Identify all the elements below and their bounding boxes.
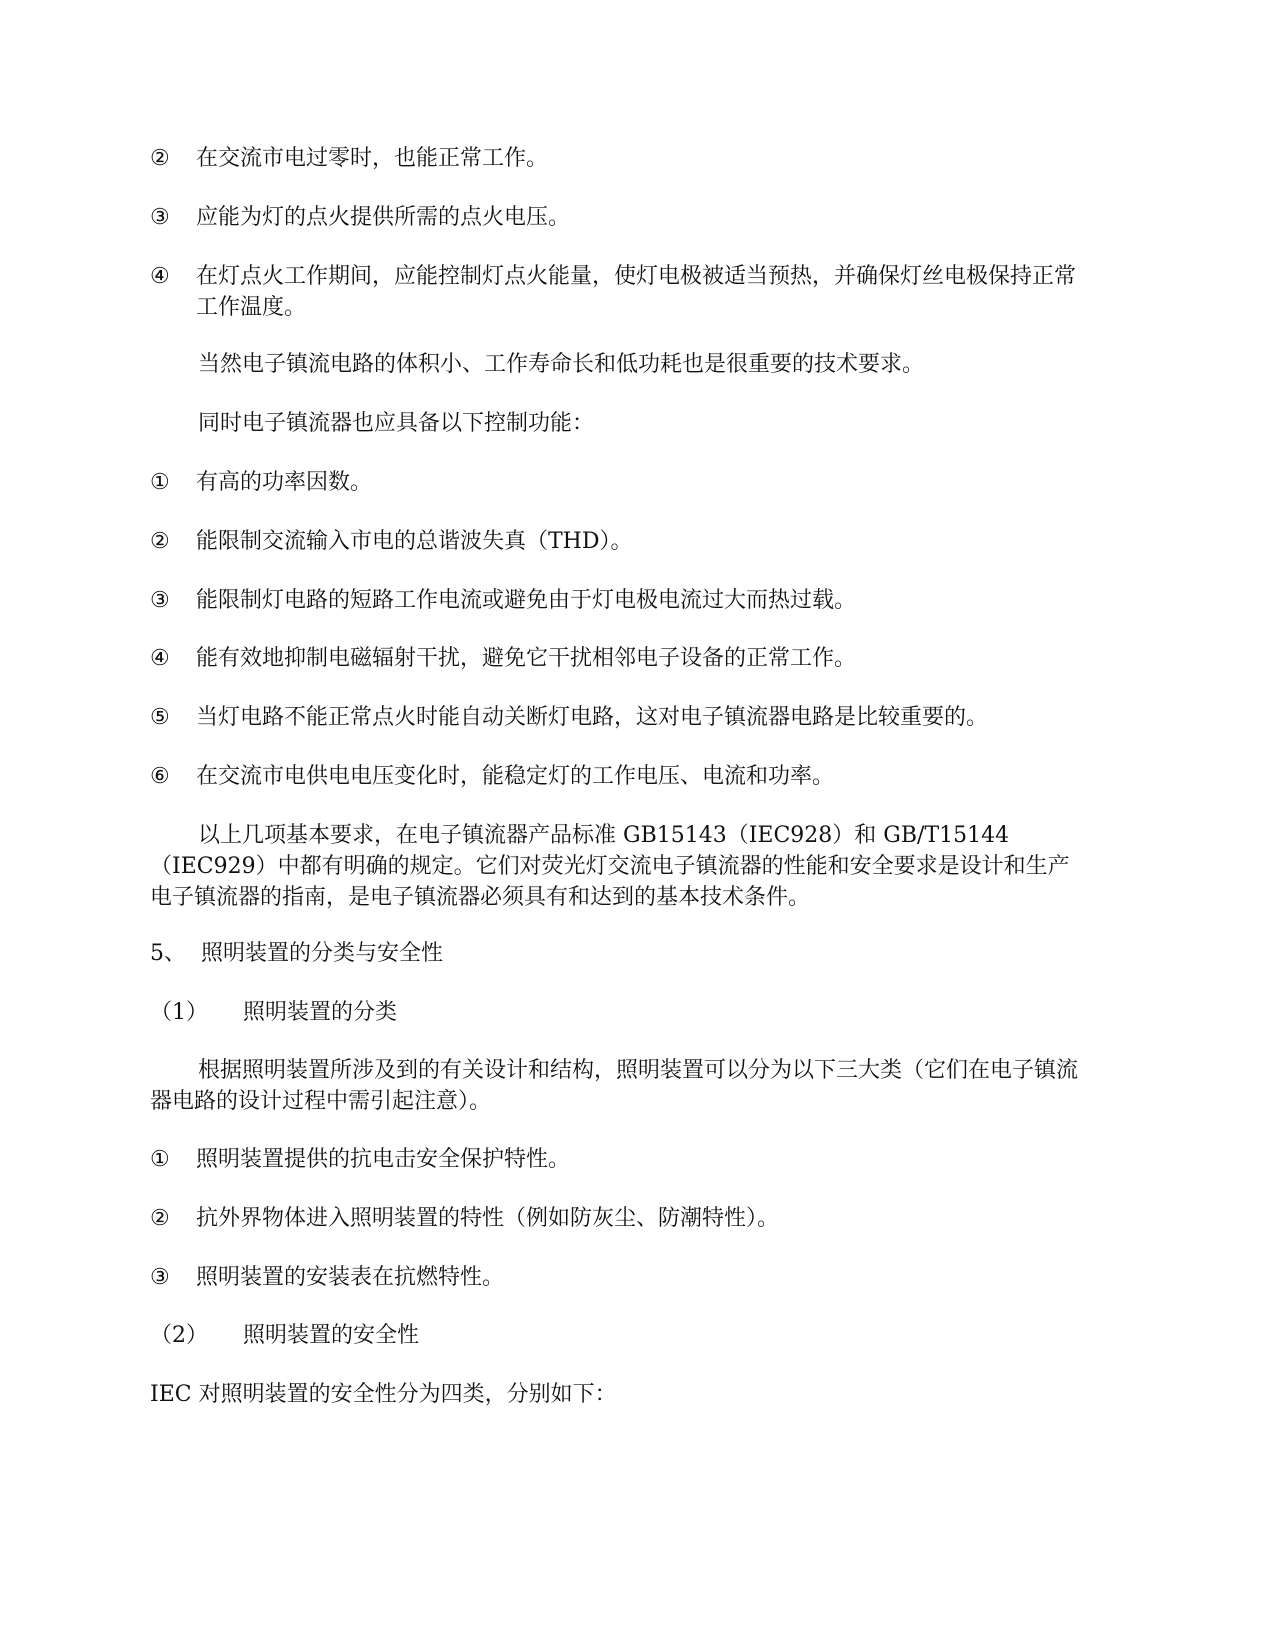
list-item-text: 当灯电路不能正常点火时能自动关断灯电路，这对电子镇流器电路是比较重要的。 xyxy=(196,705,989,730)
section-title: 照明装置的分类与安全性 xyxy=(201,941,444,966)
paragraph: 根据照明装置所涉及到的有关设计和结构，照明装置可以分为以下三大类（它们在电子镇流器电路的设计过程中需引起注意）。 xyxy=(150,1058,1079,1114)
list-marker: ③ xyxy=(150,588,170,613)
list-item-text: 在交流市电供电电压变化时，能稳定灯的工作电压、电流和功率。 xyxy=(196,764,835,789)
list-item xyxy=(150,143,1130,174)
list-item-text: 应能为灯的点火提供所需的点火电压。 xyxy=(196,205,571,230)
list-item xyxy=(150,702,1130,733)
list-item xyxy=(150,1203,1130,1234)
list-marker: ② xyxy=(150,1206,170,1231)
list-item xyxy=(150,526,1130,557)
list-marker: ⑥ xyxy=(150,764,170,789)
subsection-number: （1） xyxy=(150,1000,208,1025)
list-item-text: 能限制交流输入市电的总谐波失真（THD）。 xyxy=(196,529,633,554)
section-heading xyxy=(150,938,1130,969)
list-item-text: 在交流市电过零时，也能正常工作。 xyxy=(196,146,549,171)
list-marker: ④ xyxy=(150,264,170,289)
subsection-title: 照明装置的安全性 xyxy=(243,1323,420,1348)
list-item-text: 能有效地抑制电磁辐射干扰，避免它干扰相邻电子设备的正常工作。 xyxy=(196,646,857,671)
list-item-text: 能限制灯电路的短路工作电流或避免由于灯电极电流过大而热过载。 xyxy=(196,588,857,613)
subsection-number: （2） xyxy=(150,1323,208,1348)
list-item xyxy=(150,202,1130,233)
list-item-text: 在灯点火工作期间，应能控制灯点火能量，使灯电极被适当预热，并确保灯丝电极保持正常工作温度。 xyxy=(196,264,1077,320)
list-item-text: 有高的功率因数。 xyxy=(196,470,373,495)
list-item-text: 照明装置提供的抗电击安全保护特性。 xyxy=(196,1147,571,1172)
list-item xyxy=(150,261,1130,323)
list-item xyxy=(150,1262,1130,1293)
list-marker: ② xyxy=(150,529,170,554)
list-marker: ④ xyxy=(150,646,170,671)
subsection-heading xyxy=(150,997,1130,1028)
subsection-heading xyxy=(150,1320,1130,1351)
list-marker: ① xyxy=(150,470,170,495)
paragraph: 同时电子镇流器也应具备以下控制功能： xyxy=(198,411,595,436)
paragraph: 以上几项基本要求，在电子镇流器产品标准 GB15143（IEC928）和 GB/T15144（IEC929）中都有明确的规定。它们对荧光灯交流电子镇流器的性能和安全要求是设计和生产电子镇流器的指南，是电子镇流器必须具有和达到的基本技术条件。 xyxy=(150,823,1070,910)
list-item-text: 照明装置的安装表在抗燃特性。 xyxy=(196,1265,505,1290)
paragraph: IEC 对照明装置的安全性分为四类，分别如下： xyxy=(150,1382,617,1407)
list-marker: ② xyxy=(150,146,170,171)
list-marker: ① xyxy=(150,1147,170,1172)
list-item-text: 抗外界物体进入照明装置的特性（例如防灰尘、防潮特性）。 xyxy=(196,1206,780,1231)
list-marker: ③ xyxy=(150,205,170,230)
list-item xyxy=(150,467,1130,498)
list-marker: ⑤ xyxy=(150,705,170,730)
list-marker: ③ xyxy=(150,1265,170,1290)
section-number: 5、 xyxy=(150,941,186,966)
list-item xyxy=(150,1144,1130,1175)
list-item xyxy=(150,761,1130,792)
list-item xyxy=(150,585,1130,616)
paragraph: 当然电子镇流电路的体积小、工作寿命长和低功耗也是很重要的技术要求。 xyxy=(198,352,925,377)
list-item xyxy=(150,643,1130,674)
subsection-title: 照明装置的分类 xyxy=(243,1000,398,1025)
